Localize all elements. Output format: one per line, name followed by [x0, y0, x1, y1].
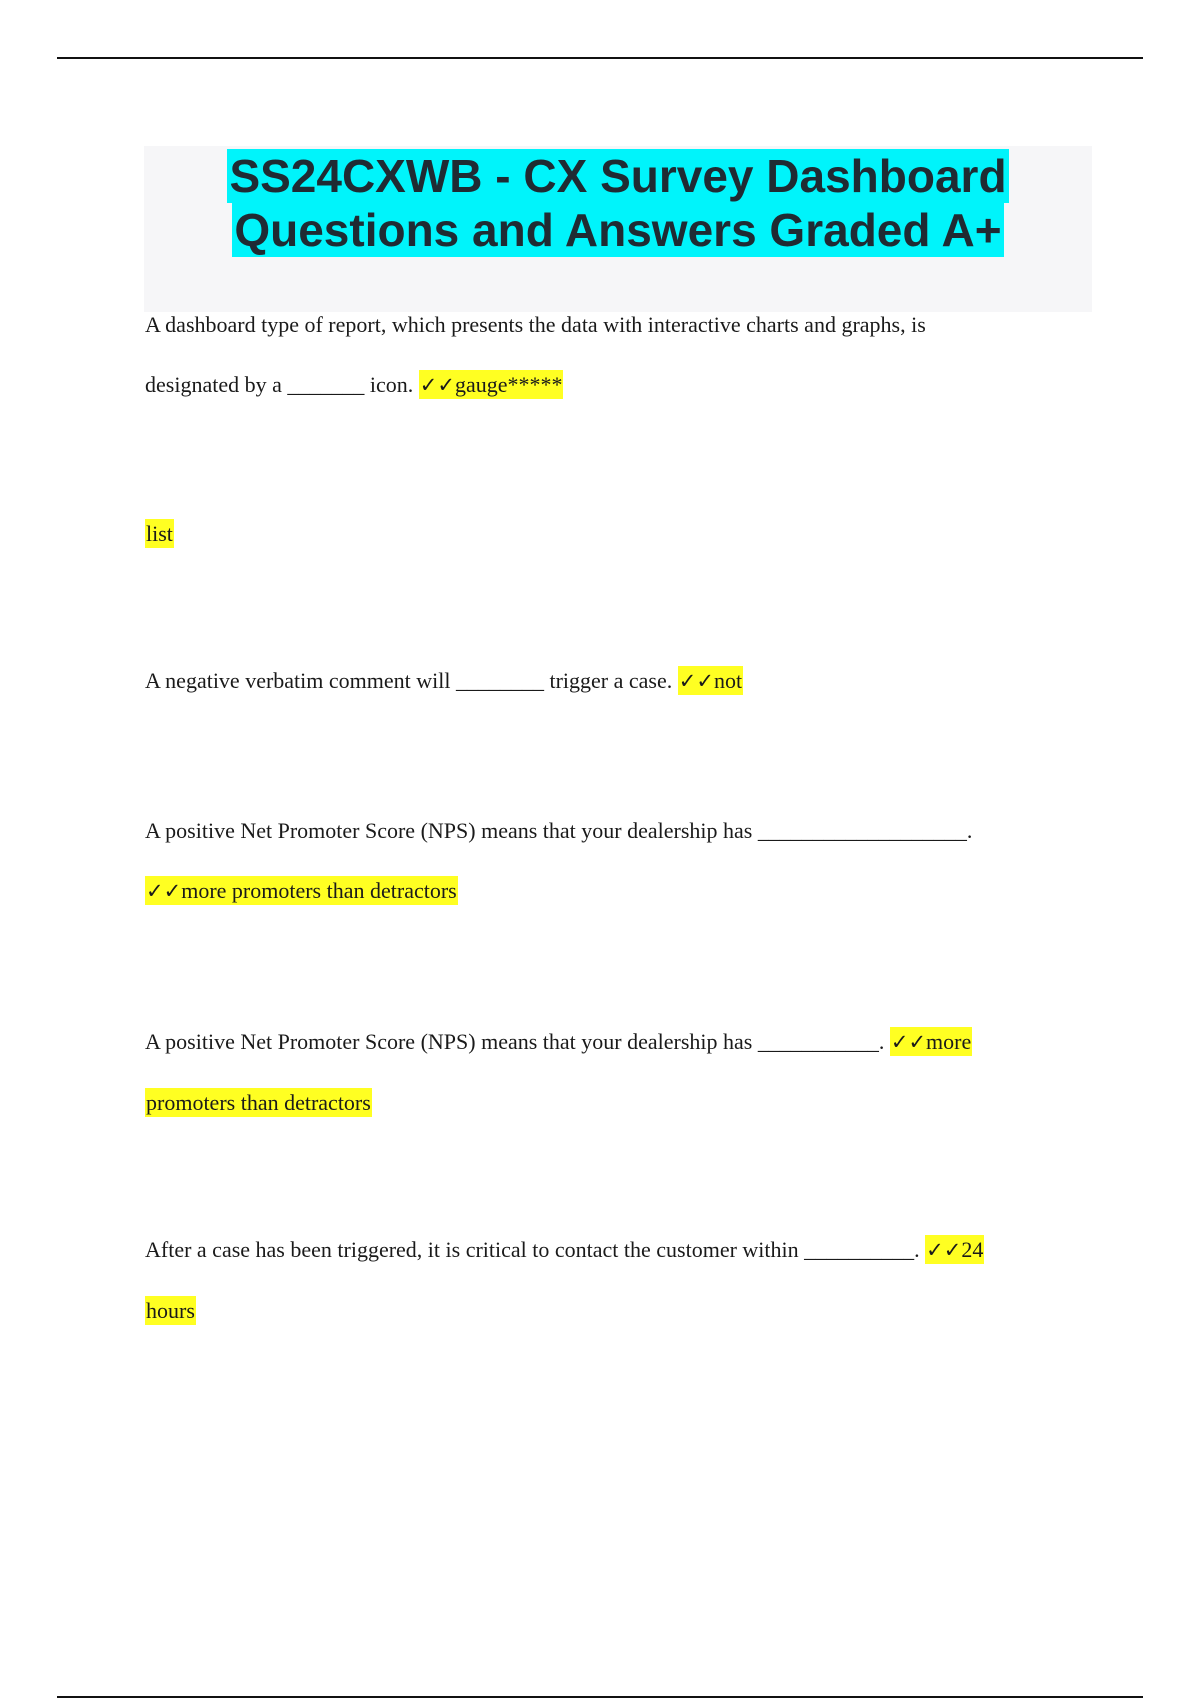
question-3-line-1: A positive Net Promoter Score (NPS) means that your dealership has ___________________. — [145, 818, 973, 843]
question-4-line-1: A positive Net Promoter Score (NPS) means that your dealership has ___________. ✓✓more — [145, 1029, 972, 1054]
check-mark-icon: ✓✓ — [890, 1030, 927, 1054]
title-box — [144, 146, 1092, 312]
answer-highlight: ✓✓more promoters than detractors — [146, 878, 457, 903]
title-line-1: SS24CXWB - CX Survey Dashboard — [229, 150, 1007, 202]
question-4-line-2 — [145, 1088, 372, 1118]
question-1-line-2: designated by a _______ icon. ✓✓gauge***** — [145, 372, 563, 397]
question-5-line-1: After a case has been triggered, it is critical to contact the customer within __________. ✓✓24 — [145, 1237, 984, 1262]
question-3-line-2 — [145, 876, 458, 906]
answer-highlight: ✓✓gauge***** — [419, 372, 563, 397]
check-mark-icon: ✓✓ — [926, 1238, 962, 1262]
answer-highlight: list — [146, 521, 173, 546]
answer-highlight: ✓✓more — [890, 1029, 972, 1054]
question-5-line-2 — [145, 1296, 196, 1326]
answer-highlight: ✓✓not — [678, 668, 743, 693]
answer-highlight: hours — [146, 1298, 195, 1323]
question-1-extra — [145, 519, 174, 549]
question-1-line-1: A dashboard type of report, which presents the data with interactive charts and graphs, is — [145, 312, 926, 337]
check-mark-icon: ✓✓ — [146, 879, 182, 903]
question-2-line-1: A negative verbatim comment will ________ trigger a case. ✓✓not — [145, 668, 743, 693]
answer-highlight: promoters than detractors — [146, 1090, 371, 1115]
title-line-2: Questions and Answers Graded A+ — [234, 204, 1002, 256]
bottom-rule — [57, 1696, 1143, 1698]
check-mark-icon: ✓✓ — [419, 373, 455, 397]
answer-highlight: ✓✓24 — [926, 1237, 984, 1262]
top-rule — [57, 57, 1143, 59]
check-mark-icon: ✓✓ — [678, 669, 714, 693]
document-title — [144, 146, 1092, 257]
